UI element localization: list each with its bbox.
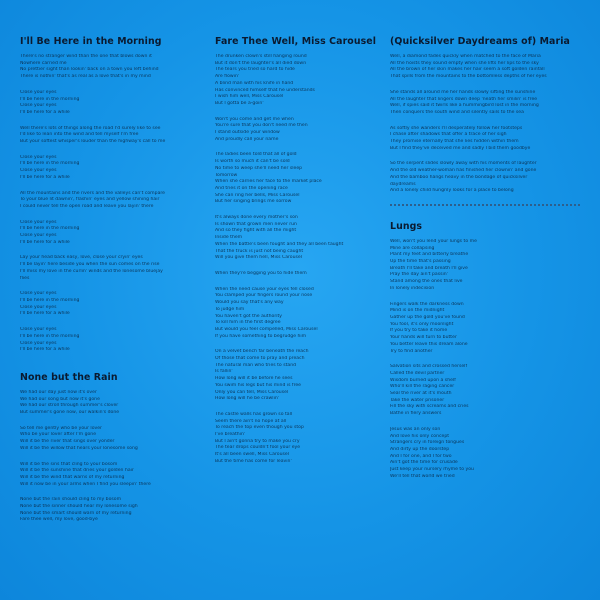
lyric-line: None but the smart should warn of my returning — [20, 510, 132, 516]
lyric-line: She can ring her bells, Miss Carousel — [215, 192, 300, 198]
lyric-line: But your softest whisper's louder than the highway's call to me — [20, 139, 166, 145]
lyric-line: But the time has come for leavin' — [215, 458, 292, 464]
song-block — [20, 372, 192, 524]
lyric-line: Well, won't you lend your lungs to me — [390, 238, 477, 244]
lyric-line: But it don't the laughter's all died down — [215, 60, 307, 66]
lyric-line: And dirty up the doorstep — [390, 446, 450, 452]
lyric-line: And proudly call your name — [215, 136, 279, 142]
lyric-stanza — [215, 54, 387, 108]
lyric-line: Just keep your nursery rhyme to you — [390, 467, 474, 473]
lyric-line: To judge him — [215, 306, 245, 312]
lyric-line: Then conquers the south wind and silently sails to the sea — [390, 109, 524, 115]
lyric-line: Close your eyes — [20, 154, 57, 160]
lyric-stanza — [215, 215, 387, 262]
lyric-line: Inside them — [215, 235, 243, 241]
lyric-line: Pray the day ain't passin' — [390, 272, 448, 278]
lyric-line: And I for one, and I for two — [390, 453, 452, 459]
lyric-line: I'll be here in the morning — [20, 161, 80, 167]
lyrics-column-1 — [20, 36, 192, 533]
lyric-line: You fool, it's only moonlight — [390, 321, 454, 327]
lyric-stanza — [215, 287, 387, 341]
lyric-line: We had our day just now it's over — [20, 389, 97, 395]
lyric-line: Nowhere carried me — [20, 60, 67, 66]
lyric-line: Has convinced himself that he understands — [215, 87, 315, 93]
lyric-stanza — [390, 239, 580, 293]
lyric-line: Your hands will turn to butter — [390, 335, 457, 341]
lyric-line: If you try to take it home — [390, 328, 448, 334]
lyric-stanza — [20, 497, 192, 524]
lyric-line: The natural man who tries to stand — [215, 362, 297, 368]
lyric-line: Will it be the sunshine that dries your golden hair — [20, 468, 134, 474]
lyric-line: She stands all around me her hands slowly sifting the sunshine — [390, 89, 536, 95]
lyric-line: How long will it be before he sees — [215, 376, 293, 382]
lyric-stanza — [390, 126, 580, 153]
lyric-line: That the truck is just not being caught — [215, 248, 304, 254]
lyric-line: I could never tell the open road and leave you layin' there — [20, 203, 154, 209]
lyric-line: No prettier sight than lookin' back on a town you left behind — [20, 67, 159, 73]
lyric-line: Salvation sits and crossed herself — [390, 364, 468, 370]
lyric-line: We'll tell that world we tried — [390, 473, 455, 479]
lyric-line: Is fallin' — [215, 369, 233, 375]
lyric-line: Only you can tell, Miss Carousel — [215, 389, 289, 395]
lyric-stanza — [215, 349, 387, 403]
lyrics-column-2 — [215, 36, 387, 475]
lyric-line: The drunken clown's still hanging round — [215, 54, 307, 59]
song-block — [20, 36, 192, 354]
lyric-line: Of those that come to pray and preach — [215, 356, 305, 362]
song-title: Lungs — [390, 220, 423, 232]
song-lyrics — [390, 54, 580, 195]
lyric-stanza — [215, 152, 387, 206]
lyric-stanza — [390, 161, 580, 195]
lyric-line: The castle walls has grown so tall — [215, 411, 293, 417]
lyric-line: You swim his legs but his mind is free — [215, 382, 302, 388]
lyric-line: Close your eyes — [20, 327, 57, 333]
lyric-stanza — [390, 54, 580, 81]
lyric-line: To your blue lit dawnin', flashin' eyes and yellow shining hair — [20, 197, 160, 203]
lyric-line: Close your eyes — [20, 219, 57, 225]
lyric-line: And the old weather-woman has finished her clownin' and gone — [390, 168, 537, 174]
lyric-line: We had our song but now it's gone — [20, 396, 100, 402]
lyric-line: If you have something to begrudge him — [215, 333, 307, 339]
lyric-line: Wisdom burned upon a shelf — [390, 377, 456, 383]
lyric-stanza — [390, 302, 580, 356]
lyric-line: Would you say that's any way — [215, 300, 284, 306]
lyric-line: When the need cause your eyes fell closed — [215, 286, 314, 292]
lyric-line: Close your eyes — [20, 103, 57, 109]
lyric-line: Plant my feet and bitterly breathe — [390, 252, 469, 258]
lyric-line: They promise eternally that she lies hidden within them — [390, 139, 519, 145]
lyric-line: Well, a diamond fades quickly when matched to the face of Maria — [390, 54, 541, 59]
lyric-stanza — [215, 117, 387, 144]
lyric-line: Lay your head back easy, love, close your cryin' eyes — [20, 255, 143, 261]
lyric-line: Won't you come and get me when — [215, 116, 294, 122]
lyric-line: I'll be here for a while — [20, 347, 70, 353]
lyric-line: There's no stranger wind than the one that blows down it — [20, 54, 152, 59]
lyric-line: I've breathin' — [215, 432, 246, 438]
song-block — [390, 221, 580, 481]
lyric-line: How long will he be crawlin' — [215, 396, 280, 402]
lyric-stanza — [20, 220, 192, 247]
lyric-line: Up the time that's passing — [390, 259, 451, 265]
lyric-line: flies — [20, 275, 30, 281]
lyric-line: Fill the sky with screams and cries — [390, 404, 469, 410]
lyric-line: Close your eyes — [20, 304, 57, 310]
lyric-line: I'll be here in the morning — [20, 226, 80, 232]
lyric-stanza — [20, 327, 192, 354]
lyrics-column-3 — [390, 36, 580, 489]
lyric-stanza — [390, 90, 580, 117]
lyric-stanza — [20, 426, 192, 453]
lyric-stanza — [20, 191, 192, 211]
lyric-line: Will it be the wind that warns of my returning — [20, 474, 125, 480]
lyric-line: And so they fight with all the might — [215, 228, 297, 234]
lyric-line: All the brown of her skin makes her hair seem a soft golden rainfall — [390, 67, 545, 73]
lyric-line: Ain't got the time for crusade — [390, 460, 458, 466]
lyric-line: Breath I'll take and breath I'll give — [390, 265, 468, 271]
lyric-line: Mind is on the midnight — [390, 308, 445, 314]
song-title: I'll Be Here in the Morning — [20, 36, 162, 47]
lyric-line: It's always done every mother's son — [215, 215, 298, 221]
lyric-line: And the bamboo hangs heavy in the bondage of quicksilver — [390, 174, 528, 180]
lyric-line: And love his only concept — [390, 433, 450, 439]
lyric-line: When the battle's been fought and they all been taught — [215, 241, 344, 247]
lyric-line: I'll miss my love in the curlin' winds and the lonesome bluejay — [20, 268, 163, 274]
lyric-line: I'll be layin' here beside you when the sun comes on the rise — [20, 262, 160, 268]
lyric-line: When they're begging you to hide them — [215, 270, 307, 276]
song-title: Fare Thee Well, Miss Carousel — [215, 36, 377, 47]
song-lyrics — [20, 390, 192, 524]
lyric-line: You're sure that you don't need me then — [215, 123, 308, 129]
lyric-line: Will you give them hell, Miss Carousel — [215, 255, 303, 261]
lyric-line: Well there's lots of things along the road I'd surely like to see — [20, 125, 161, 131]
lyric-line: Seem there ain't no hope at all — [215, 418, 287, 424]
lyric-line: There is nothin' that's as real as a love that's in my mind — [20, 74, 151, 80]
lyric-line: And a lonely child hungrily looks for a place to belong — [390, 188, 514, 194]
lyric-line: I chase after shadows that offer a trace of her sigh — [390, 132, 507, 138]
lyric-line: I'll be here for a while — [20, 174, 70, 180]
lyric-line: The tears you tried so hard to hide — [215, 67, 295, 73]
lyric-line: All the hoists they sound empty when she lifts her lips to the sky — [390, 60, 539, 66]
lyric-line: Try to find another — [390, 348, 433, 354]
lyric-line: Mine are collapsing — [390, 245, 435, 251]
lyric-line: I'll be here in the morning — [20, 297, 80, 303]
lyric-stanza — [215, 412, 387, 466]
lyric-line: I'll be here for a while — [20, 311, 70, 317]
lyric-line: I stand outside your window — [215, 130, 280, 136]
lyric-line: I'll be here in the morning — [20, 333, 80, 339]
lyric-stanza — [20, 155, 192, 182]
lyric-line: Take the water prisoner — [390, 397, 445, 403]
song-title: (Quicksilver Daydreams of) Maria — [390, 36, 570, 47]
lyric-stanza — [20, 390, 192, 417]
lyric-stanza — [20, 126, 192, 146]
lyric-line: You clamped your fingers round your nose — [215, 293, 313, 299]
lyric-line: I'll be here in the morning — [20, 96, 80, 102]
lyric-line: You better leave this dream alone — [390, 341, 468, 347]
song-block — [215, 36, 387, 466]
lyric-line: None but the sinner should hear my lonesome sigh — [20, 504, 138, 510]
lyric-line: So tell me gently who be your lover — [20, 425, 102, 431]
lyric-line: Jesus was an only son — [390, 426, 441, 432]
lyric-line: It's all been swell, Miss Carousel — [215, 452, 290, 458]
lyric-line: And tries it on the opening race — [215, 185, 288, 191]
dotted-divider — [390, 204, 580, 206]
lyric-line: Will it be the sins that cling to your bosom — [20, 461, 118, 467]
lyric-line: Will it now be in your arms when I find you sleepin' there — [20, 481, 151, 487]
lyric-line: But her singing brings me sorrow — [215, 199, 292, 205]
lyric-line: None but the rain should cling to my bosom — [20, 497, 122, 503]
lyric-stanza — [20, 255, 192, 282]
song-block — [390, 36, 580, 195]
lyric-stanza — [20, 291, 192, 318]
lyric-line: Fare thee well, my love, good-bye — [20, 517, 98, 523]
lyric-line: Fingers walk the darkness down — [390, 301, 464, 307]
lyric-line: No time to weep she'll need her sleep — [215, 165, 303, 171]
lyric-line: We had our stroll through summer's clover — [20, 403, 119, 409]
lyric-line: I'll be here for a while — [20, 109, 70, 115]
lyric-line: But I gotta be a-goin' — [215, 100, 264, 106]
song-lyrics — [20, 54, 192, 354]
lyric-line: Close your eyes — [20, 340, 57, 346]
lyric-line: Who'll kill the raging cancer — [390, 384, 455, 390]
lyric-line: Close your eyes — [20, 168, 57, 174]
lyric-line: On a velvet bench far beneath the reach — [215, 349, 309, 355]
lyric-line: In lonely indecision — [390, 285, 435, 291]
lyric-line: So the serpent slides slowly away with his moments of laughter — [390, 161, 537, 167]
lyric-line: Are flowin' — [215, 74, 240, 80]
lyric-line: But I ain't gonna try to make you cry — [215, 438, 300, 444]
song-lyrics — [215, 54, 387, 466]
lyric-line: Seal the river at it's mouth — [390, 391, 452, 397]
lyric-line: daydreams — [390, 181, 416, 187]
lyric-line: Well, if spies said it twirls like a hummingbird lost in the morning — [390, 103, 539, 109]
lyric-stanza — [20, 90, 192, 117]
lyric-line: As softly she wanders I'll desperately follow her footsteps — [390, 125, 523, 131]
lyric-line: Called the devil partner — [390, 370, 445, 376]
song-title: None but the Rain — [20, 371, 118, 383]
lyric-line: Tomorrow — [215, 172, 238, 178]
lyric-line: Strangers cry in foreign tongues — [390, 440, 465, 446]
lyric-line: Gather up the gold you've found — [390, 314, 465, 320]
lyric-line: To kill him in the first degree — [215, 320, 281, 326]
lyric-line: You haven't got the authority — [215, 313, 283, 319]
lyric-line: That spills from the mountains to the bottomless depths of her eyes — [390, 74, 547, 80]
lyric-stanza — [390, 364, 580, 418]
lyric-line: Stand among the ones that live — [390, 279, 463, 285]
lyric-line: All the mountains and the rivers and the valleys can't compare — [20, 190, 165, 196]
lyric-line: Will it be the river that sings over yonder — [20, 439, 115, 445]
lyric-line: Is shown that grown men never run — [215, 221, 297, 227]
lyric-stanza — [20, 54, 192, 81]
lyric-line: Close your eyes — [20, 291, 57, 297]
lyric-line: All the laughter that lingers down deep 'neath her smilin' is free — [390, 96, 538, 102]
lyric-stanza — [215, 271, 387, 278]
lyric-line: Close your eyes — [20, 233, 57, 239]
lyric-line: But I find they've deceived me and sadly I bid them goodbye — [390, 145, 531, 151]
lyric-line: Is worth so much it can't be sold — [215, 159, 290, 165]
lyric-line: But summer's gone now, our walkin's done — [20, 410, 120, 416]
lyric-line: I'll be here for a while — [20, 239, 70, 245]
lyric-stanza — [390, 427, 580, 481]
lyric-line: But would you feel compelled, Miss Carousel — [215, 326, 318, 332]
lyric-line: Who be your lover after I'm gone — [20, 432, 97, 438]
lyric-line: The tear drops couldn't fool your eye — [215, 445, 301, 451]
lyric-line: I wish him well, Miss Carousel — [215, 94, 284, 100]
lyric-line: Bathe in fiery answers — [390, 411, 442, 417]
lyric-line: To reach the top even though you stop — [215, 425, 304, 431]
lyric-line: When she carries her face to the market place — [215, 179, 322, 185]
lyric-line: I'd like to lean into the wind and tell myself I'm free — [20, 132, 139, 138]
lyric-stanza — [20, 462, 192, 489]
lyric-line: Close your eyes — [20, 89, 57, 95]
lyric-line: Will it be the willow that hears your lonesome song — [20, 445, 138, 451]
lyric-line: The ladies been told that all of gold — [215, 152, 297, 158]
lyric-line: A blind man with his knife in hand — [215, 80, 294, 86]
song-lyrics — [390, 239, 580, 481]
